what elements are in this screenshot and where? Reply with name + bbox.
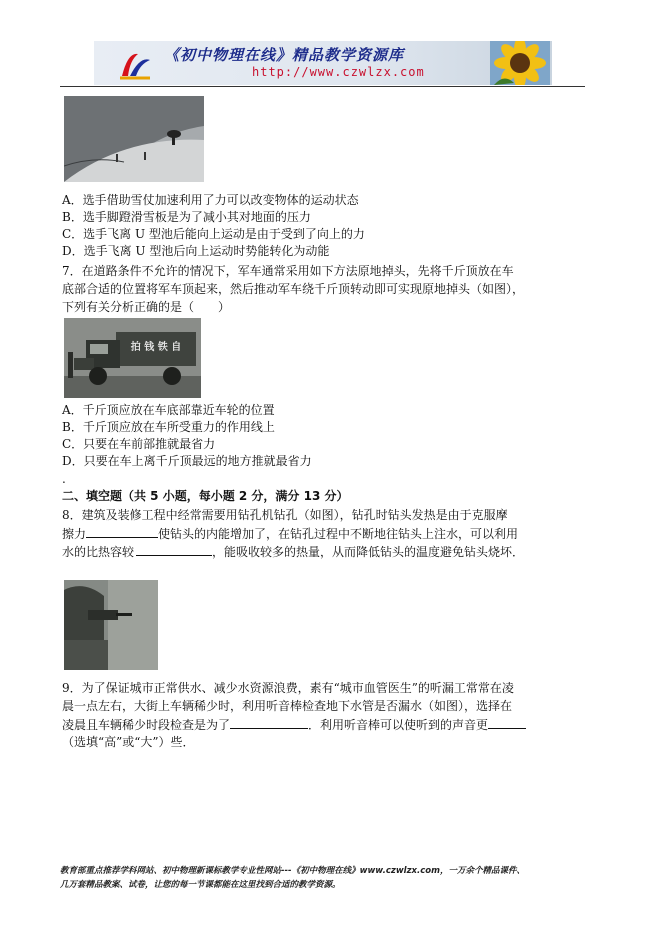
- q9-text-a: 凌晨且车辆稀少时段检查是为了: [62, 718, 231, 732]
- q8-text-b: 使钻头的内能增加了，在钻孔过程中不断地往钻头上注水，可以利用: [158, 527, 519, 541]
- q7-option-b: B．千斤顶应放在车所受重力的作用线上: [62, 420, 275, 434]
- sunflower-icon: [490, 41, 550, 85]
- q8-answer-blank-2[interactable]: [136, 543, 212, 556]
- q6-option-c: C．选手飞离 U 型池后能向上运动是由于受到了向上的力: [62, 227, 365, 241]
- q8-text-c: 水的比热容较: [62, 545, 135, 559]
- q8-stem-line3: [62, 543, 524, 561]
- q7-stem-line3: 下列有关分析正确的是（ ）: [62, 300, 231, 314]
- q6-option-b: B．选手脚蹬滑雪板是为了减小其对地面的压力: [62, 210, 311, 224]
- site-url[interactable]: http://www.czwlzx.com: [252, 65, 425, 79]
- q9-stem-line4: （选填“高”或“大”）些．: [62, 735, 195, 749]
- truck-side-sign: 拍 钱 铁 自: [130, 342, 182, 353]
- q8-stem-line2: [62, 525, 518, 543]
- header-banner: [94, 41, 552, 85]
- header-rule: [60, 86, 585, 87]
- q7-option-a: A．千斤顶应放在车底部靠近车轮的位置: [62, 403, 275, 417]
- q7-option-d: D．只要在车上离千斤顶最远的地方推就最省力: [62, 454, 312, 468]
- drilling-photo: [64, 580, 158, 670]
- q6-option-a: A．选手借助雪仗加速利用了力可以改变物体的运动状态: [62, 193, 359, 207]
- q9-answer-blank-2[interactable]: [488, 716, 526, 729]
- stray-dot: .: [62, 472, 66, 486]
- q9-stem-line2: 晨一点左右，大街上车辆稀少时，利用听音棒检查地下水管是否漏水（如图），选择在: [62, 699, 513, 713]
- q6-option-d: D．选手飞离 U 型池后向上运动时势能转化为动能: [62, 244, 330, 258]
- military-truck-photo: [64, 318, 201, 398]
- q8-stem-line1: 8．建筑及装修工程中经常需要用钻孔机钻孔（如图），钻孔时钻头发热是由于克服摩: [62, 508, 508, 522]
- snowboard-halfpipe-photo: [64, 96, 204, 182]
- q8-answer-blank-1[interactable]: [86, 525, 158, 538]
- q9-text-b: ．利用听音棒可以使听到的声音更: [308, 718, 489, 732]
- footer-line2: 几万套精品教案、试卷，让您的每一节课都能在这里找到合适的教学资源。: [60, 880, 341, 890]
- footer-line1: 教育部重点推荐学科网站、初中物理新课标教学专业性网站---《初中物理在线》www.czwlzx.com，一万余个精品课件、: [60, 866, 525, 876]
- q7-stem-line1: 7．在道路条件不允许的情况下，军车通常采用如下方法原地掉头，先将千斤顶放在车: [62, 264, 514, 278]
- q9-stem-line1: 9．为了保证城市正常供水、减少水资源浪费，素有“城市血管医生”的听漏工常常在凌: [62, 681, 514, 695]
- q9-answer-blank-1[interactable]: [230, 716, 308, 729]
- q7-stem-line2: 底部合适的位置将军车顶起来，然后推动军车绕千斤顶转动即可实现原地掉头（如图），: [62, 282, 525, 296]
- site-title: 《初中物理在线》精品教学资源库: [164, 46, 405, 64]
- q8-text-a: 擦力: [62, 527, 87, 541]
- q9-stem-line3: [62, 716, 526, 734]
- section-heading-fill-in: 二、填空题（共 5 小题，每小题 2 分，满分 13 分）: [62, 489, 349, 503]
- q7-option-c: C．只要在车前部推就最省力: [62, 437, 216, 451]
- site-logo-icon: [118, 48, 152, 80]
- q8-text-d: ，能吸收较多的热量，从而降低钻头的温度避免钻头烧坏．: [212, 545, 525, 559]
